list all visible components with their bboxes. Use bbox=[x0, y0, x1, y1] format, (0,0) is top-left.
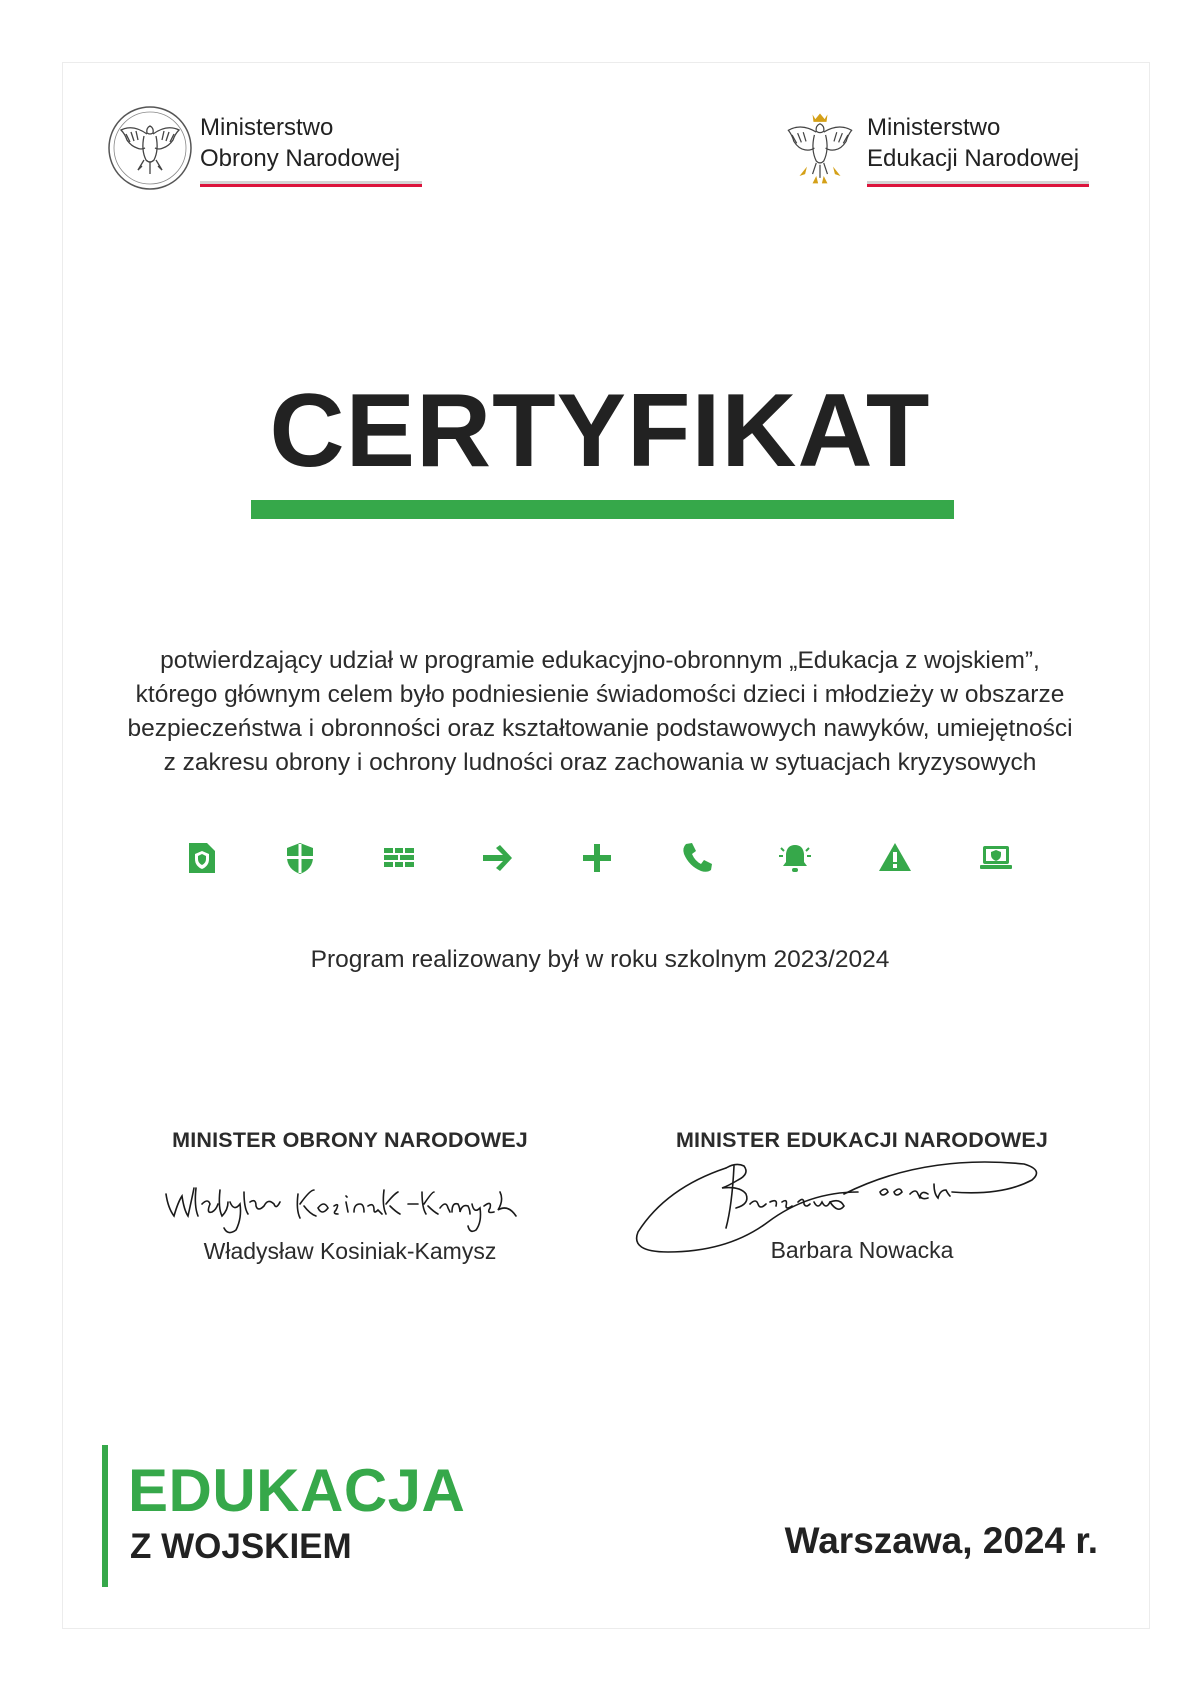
logo-mon-line1: Ministerstwo bbox=[200, 114, 334, 141]
phone-icon bbox=[680, 840, 714, 876]
flag-rule bbox=[200, 181, 422, 187]
program-year: Program realizowany był w roku szkolnym 2023/2024 bbox=[310, 946, 890, 973]
signatory-name: Barbara Nowacka bbox=[770, 1237, 954, 1263]
signatory-name: Władysław Kosiniak-Kamysz bbox=[203, 1238, 497, 1264]
logo-men-line2: Edukacji Narodowej bbox=[867, 145, 1080, 172]
plus-icon bbox=[580, 840, 614, 876]
brand-bar bbox=[102, 1445, 108, 1587]
title-underline bbox=[251, 500, 954, 519]
logo-men bbox=[783, 104, 1089, 192]
signature-nowacka bbox=[630, 1150, 1070, 1280]
logo-mon bbox=[106, 104, 422, 192]
laptop-shield-icon bbox=[979, 840, 1013, 876]
icon-row bbox=[0, 840, 1200, 880]
description-line: potwierdzający udział w programie edukacyjno-obronnym „Edukacja z wojskiem”, bbox=[160, 647, 1040, 674]
document-shield-icon bbox=[185, 840, 219, 876]
alarm-bell-icon bbox=[778, 840, 812, 876]
signature-kosiniak-kamysz bbox=[158, 1172, 528, 1262]
signatory-title: MINISTER OBRONY NARODOWEJ bbox=[172, 1128, 528, 1152]
certificate-description bbox=[80, 644, 1120, 780]
description-line: którego głównym celem było podniesienie świadomości dzieci i młodzieży w obszarze bbox=[135, 681, 1065, 708]
certificate-title: CERTYFIKAT bbox=[269, 373, 931, 489]
flag-rule bbox=[867, 181, 1089, 187]
brand-line1: EDUKACJA bbox=[128, 1457, 466, 1524]
brand-line2: Z WOJSKIEM bbox=[130, 1527, 352, 1566]
eagle-emblem-mon bbox=[106, 104, 194, 192]
logo-men-line1: Ministerstwo bbox=[867, 114, 1001, 141]
signatory-title: MINISTER EDUKACJI NARODOWEJ bbox=[675, 1128, 1049, 1152]
place-date: Warszawa, 2024 r. bbox=[784, 1520, 1098, 1561]
description-line: bezpieczeństwa i obronności oraz kształtowanie podstawowych nawyków, umiejętności bbox=[127, 715, 1073, 742]
shield-icon bbox=[283, 840, 317, 876]
logo-mon-line2: Obrony Narodowej bbox=[200, 145, 401, 172]
warning-triangle-icon bbox=[878, 840, 912, 876]
wall-icon bbox=[382, 840, 416, 876]
eagle-emblem-men bbox=[779, 104, 861, 192]
arrow-right-icon bbox=[481, 840, 515, 876]
description-line: z zakresu obrony i ochrony ludności oraz zachowania w sytuacjach kryzysowych bbox=[163, 749, 1037, 776]
